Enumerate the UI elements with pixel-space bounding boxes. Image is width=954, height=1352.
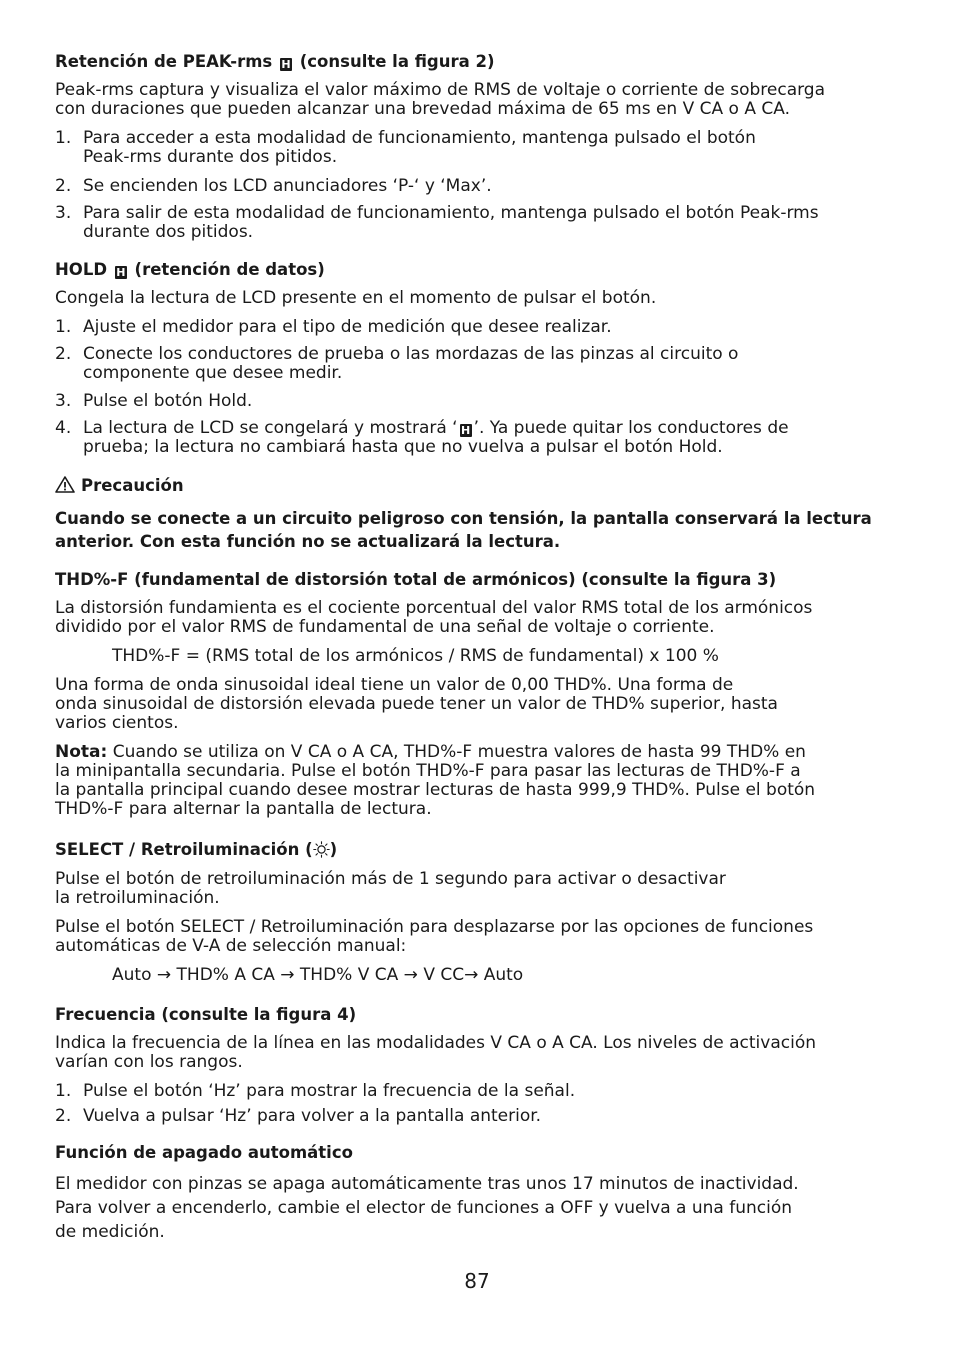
thd-note: Nota: Cuando se utiliza on V CA o A CA, THD%-F muestra valores de hasta 99 THD% en la minipantalla secundaria. Pulse el botón THD%-F para pasar las lecturas de THD%-F a la pantalla principal cuando desee mostrar lecturas de hasta 999,9 THD%. Pulse el botón THD%-F para alternar la pantalla de lectura.: [55, 742, 816, 819]
auto-power-off-paragraph: El medidor con pinzas se apaga automáticamente tras unos 17 minutos de inactividad. Para volver a encenderlo, cambie el elector de funciones a OFF y vuelva a una función de medición.: [55, 1174, 799, 1242]
warning-triangle-icon: [55, 476, 75, 493]
thd-formula: THD%-F = (RMS total de los armónicos / RMS de fundamental) x 100 %: [112, 646, 719, 666]
list-item: 2. Conecte los conductores de prueba o las mordazas de las pinzas al circuito o componente que desee medir.: [55, 344, 739, 383]
hold-box-icon: H: [281, 58, 291, 71]
backlight-sun-icon: [313, 841, 330, 858]
list-item: 4. La lectura de LCD se congelará y mostrará ‘ H ’. Ya puede quitar los conductores de prueba; la lectura no cambiará hasta que no vuelva a pulsar el botón Hold.: [55, 418, 789, 457]
list-item: 2. Vuelva a pulsar ‘Hz’ para volver a la pantalla anterior.: [55, 1106, 542, 1126]
auto-power-off-heading: Función de apagado automático: [55, 1143, 353, 1162]
list-item: 3. Para salir de esta modalidad de funcionamiento, mantenga pulsado el botón Peak-rms durante dos pitidos.: [55, 203, 819, 242]
page-number: 87: [464, 1269, 490, 1293]
select-paragraph: Pulse el botón SELECT / Retroiluminación para desplazarse por las opciones de funciones automáticas de V-A de selección manual:: [55, 917, 814, 956]
list-item: 1. Para acceder a esta modalidad de funcionamiento, mantenga pulsado el botón Peak-rms durante dos pitidos.: [55, 128, 756, 167]
hold-box-icon: H: [116, 266, 126, 279]
hold-box-icon: H: [460, 424, 471, 437]
thd-paragraph: Una forma de onda sinusoidal ideal tiene un valor de 0,00 THD%. Una forma de onda sinusoidal de distorsión elevada puede tener un valor de THD% superior, hasta varios cientos.: [55, 675, 778, 733]
select-sequence: Auto → THD% A CA → THD% V CA → V CC→ Auto: [112, 965, 524, 985]
caution-text: Cuando se conecte a un circuito peligroso con tensión, la pantalla conservará la lectura anterior. Con esta función no se actualizará la lectura.: [55, 509, 872, 551]
frequency-paragraph: Indica la frecuencia de la línea en las modalidades V CA o A CA. Los niveles de activación varían con los rangos.: [55, 1033, 816, 1072]
thd-paragraph: La distorsión fundamienta es el cociente porcentual del valor RMS total de los armónicos dividido por el valor RMS de fundamental de una señal de voltaje o corriente.: [55, 598, 813, 637]
hold-intro: Congela la lectura de LCD presente en el momento de pulsar el botón.: [55, 288, 657, 308]
peak-rms-heading: Retención de PEAK-rms H (consulte la figura 2): [55, 52, 495, 71]
select-paragraph: Pulse el botón de retroiluminación más de 1 segundo para activar o desactivar la retroiluminación.: [55, 869, 726, 908]
list-item: 3. Pulse el botón Hold.: [55, 391, 253, 411]
list-item: 1. Pulse el botón ‘Hz’ para mostrar la frecuencia de la señal.: [55, 1081, 576, 1101]
caution-heading: Precaución: [55, 476, 895, 496]
list-item: 2. Se encienden los LCD anunciadores ‘P-‘ y ‘Max’.: [55, 176, 492, 196]
peak-rms-intro: Peak-rms captura y visualiza el valor máximo de RMS de voltaje o corriente de sobrecarga con duraciones que pueden alcanzar una brevedad máxima de 65 ms en V CA o A CA.: [55, 80, 826, 119]
frequency-heading: Frecuencia (consulte la figura 4): [55, 1005, 357, 1024]
hold-heading: HOLD H (retención de datos): [55, 260, 325, 279]
thd-heading: THD%-F (fundamental de distorsión total de armónicos) (consulte la figura 3): [55, 570, 777, 589]
list-item: 1. Ajuste el medidor para el tipo de medición que desee realizar.: [55, 317, 612, 337]
select-heading: SELECT / Retroiluminación ( ): [55, 840, 338, 859]
